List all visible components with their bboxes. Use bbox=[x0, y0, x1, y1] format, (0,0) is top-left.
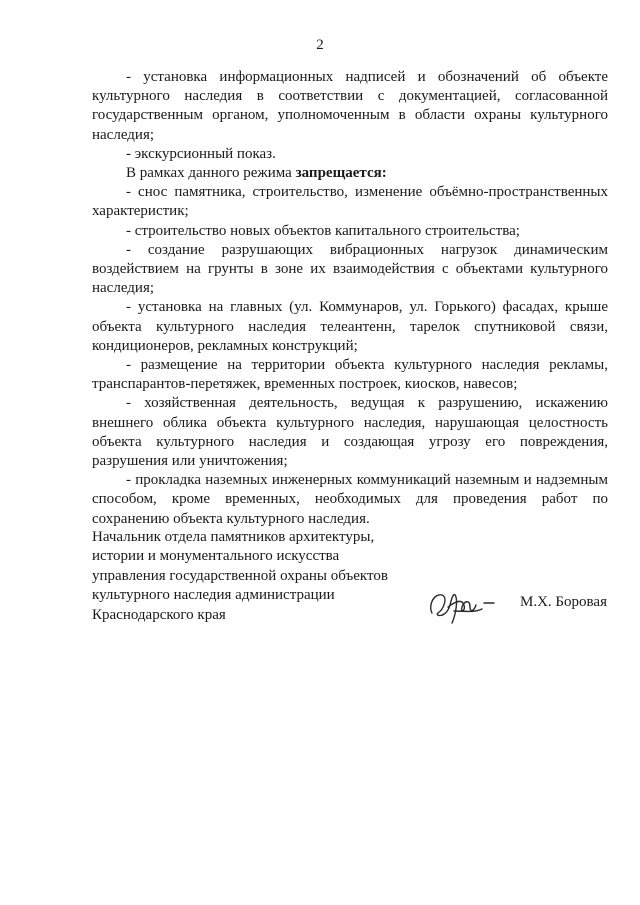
page-number: 2 bbox=[316, 37, 324, 53]
prohibited-lead: В рамках данного режима bbox=[126, 165, 292, 182]
signatory-title bbox=[92, 528, 422, 625]
paragraph-excursion: - экскурсионный показ. bbox=[126, 145, 276, 162]
signatory-title-line: Начальник отдела памятников архитектуры, bbox=[92, 529, 375, 545]
paragraph-prohibited-heading bbox=[92, 164, 608, 183]
paragraph-prohibited-vibration: - создание разрушающих вибрационных нагрузок динамическим воздействием на грунты в зоне их взаимодействия с объектами культурного наследия; bbox=[92, 241, 608, 297]
signatory-name: М.Х. Боровая bbox=[520, 594, 607, 610]
signatory-title-line: истории и монументального искусства bbox=[92, 548, 340, 565]
handwritten-signature bbox=[424, 583, 496, 627]
paragraph-prohibited-utilities: - прокладка наземных инженерных коммуникаций наземным и надземным способом, кроме временных, необходимых для проведения работ по сохранению объекта культурного наследия. bbox=[92, 472, 608, 527]
paragraph-prohibited-demolition: - снос памятника, строительство, изменение объёмно-пространственных характеристик; bbox=[92, 184, 608, 220]
prohibited-word: запрещается: bbox=[295, 165, 387, 182]
signatory-title-line: культурного наследия администрации bbox=[92, 587, 335, 604]
paragraph-prohibited-new-construction: - строительство новых объектов капитального строительства; bbox=[126, 222, 520, 239]
paragraph-prohibited-antennas: - установка на главных (ул. Коммунаров, ул. Горького) фасадах, крыше объекта культурного наследия телеантенн, тарелок спутниковой связи, кондиционеров, рекламных конструкций; bbox=[92, 299, 608, 354]
paragraph-prohibited-economic-activity: - хозяйственная деятельность, ведущая к разрушению, искажению внешнего облика объекта культурного наследия, нарушающая целостность объекта культурного наследия и создающая угрозу его повреждения, разрушения или уничтожения; bbox=[92, 395, 608, 470]
signatory-title-line: Краснодарского края bbox=[92, 606, 226, 623]
signatory-title-line: управления государственной охраны объектов bbox=[92, 567, 388, 584]
document-body bbox=[92, 68, 608, 529]
paragraph-info-signs: - установка информационных надписей и обозначений об объекте культурного наследия в соответствии с документацией, согласованной государственным органом, уполномоченным в области охраны культурного наследия; bbox=[92, 69, 608, 143]
paragraph-prohibited-advertising: - размещение на территории объекта культурного наследия рекламы, транспарантов-перетяжек, временных построек, киосков, навесов; bbox=[92, 357, 608, 393]
